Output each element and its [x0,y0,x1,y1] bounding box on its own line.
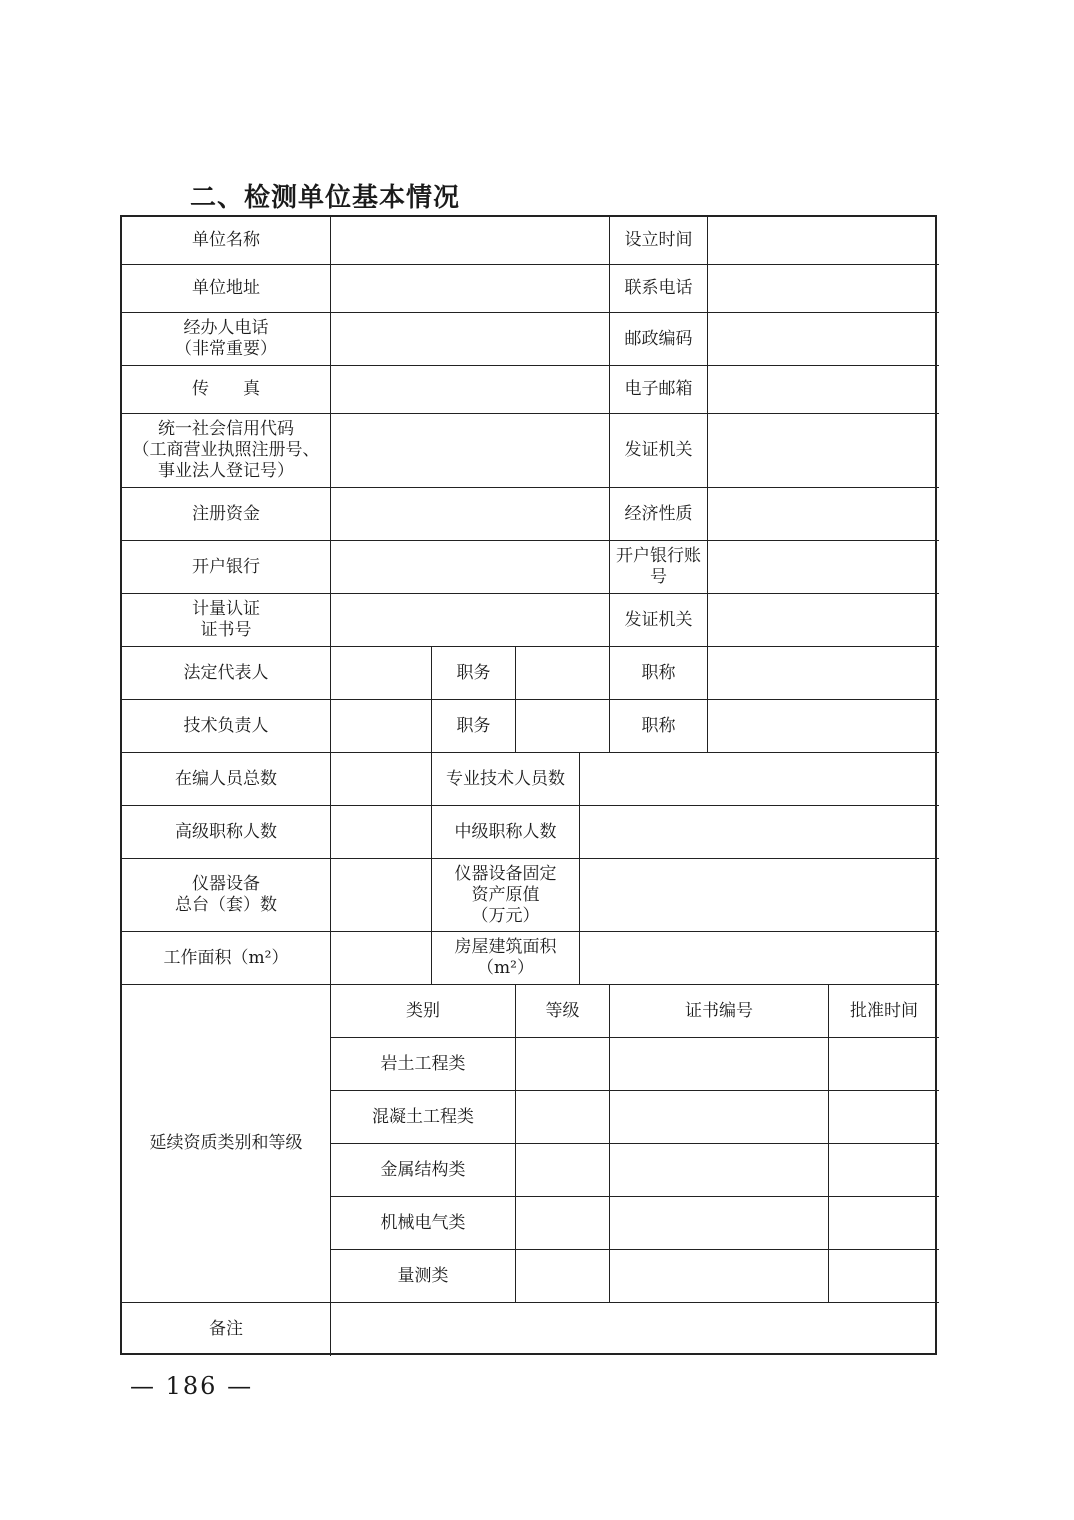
category-concrete: 混凝土工程类 [331,1091,516,1144]
field-economic-nature[interactable] [708,488,939,541]
field-work-area[interactable] [331,932,432,985]
label-building-area: 房屋建筑面积 （m²） [432,932,580,985]
field-position-1[interactable] [516,647,610,700]
label-mid-title-count: 中级职称人数 [432,806,580,859]
label-tech-lead: 技术负责人 [122,700,331,753]
field-title-2[interactable] [708,700,939,753]
label-staff-total: 在编人员总数 [122,753,331,806]
header-approval-time: 批准时间 [829,985,939,1038]
header-category: 类别 [331,985,516,1038]
label-senior-title-count: 高级职称人数 [122,806,331,859]
label-email: 电子邮箱 [610,366,708,414]
label-contact-phone: 联系电话 [610,265,708,313]
page-number: — 186 — [130,1372,254,1400]
label-fax: 传 真 [122,366,331,414]
field-metrology-cert[interactable] [331,594,610,647]
header-grade: 等级 [516,985,610,1038]
label-bank-account: 开户银行账号 [610,541,708,594]
field-postal-code[interactable] [708,313,939,366]
field-mid-title-count[interactable] [580,806,939,859]
field-cert-mechanical-electrical[interactable] [610,1197,829,1250]
field-grade-mechanical-electrical[interactable] [516,1197,610,1250]
field-contact-phone[interactable] [708,265,939,313]
field-issuing-authority[interactable] [708,414,939,488]
field-unit-address[interactable] [331,265,610,313]
field-grade-measurement[interactable] [516,1250,610,1303]
field-handler-phone[interactable] [331,313,610,366]
field-remarks[interactable] [331,1303,939,1356]
field-building-area[interactable] [580,932,939,985]
field-tech-staff[interactable] [580,753,939,806]
field-registered-capital[interactable] [331,488,610,541]
label-title-2: 职称 [610,700,708,753]
label-unit-address: 单位地址 [122,265,331,313]
label-metrology-cert: 计量认证 证书号 [122,594,331,647]
field-credit-code[interactable] [331,414,610,488]
field-cert-metal-structure[interactable] [610,1144,829,1197]
label-unit-name: 单位名称 [122,217,331,265]
section-title: 二、检测单位基本情况 [190,183,461,213]
field-time-concrete[interactable] [829,1091,939,1144]
label-issuing-authority: 发证机关 [610,414,708,488]
field-cert-geotechnical[interactable] [610,1038,829,1091]
label-handler-phone: 经办人电话 （非常重要） [122,313,331,366]
field-bank[interactable] [331,541,610,594]
label-work-area: 工作面积（m²） [122,932,331,985]
field-cert-measurement[interactable] [610,1250,829,1303]
field-senior-title-count[interactable] [331,806,432,859]
category-metal-structure: 金属结构类 [331,1144,516,1197]
field-cert-concrete[interactable] [610,1091,829,1144]
label-title-1: 职称 [610,647,708,700]
field-position-2[interactable] [516,700,610,753]
label-registered-capital: 注册资金 [122,488,331,541]
field-establish-time[interactable] [708,217,939,265]
field-time-geotechnical[interactable] [829,1038,939,1091]
category-geotechnical: 岩土工程类 [331,1038,516,1091]
label-legal-rep: 法定代表人 [122,647,331,700]
category-measurement: 量测类 [331,1250,516,1303]
label-qualification: 延续资质类别和等级 [122,985,331,1303]
label-establish-time: 设立时间 [610,217,708,265]
header-cert-number: 证书编号 [610,985,829,1038]
label-position-1: 职务 [432,647,516,700]
label-equipment-value: 仪器设备固定 资产原值 （万元） [432,859,580,932]
field-time-metal-structure[interactable] [829,1144,939,1197]
label-bank: 开户银行 [122,541,331,594]
label-equipment-count: 仪器设备 总台（套）数 [122,859,331,932]
label-credit-code: 统一社会信用代码 （工商营业执照注册号、 事业法人登记号） [122,414,331,488]
field-bank-account[interactable] [708,541,939,594]
label-position-2: 职务 [432,700,516,753]
field-equipment-value[interactable] [580,859,939,932]
label-economic-nature: 经济性质 [610,488,708,541]
label-postal-code: 邮政编码 [610,313,708,366]
field-grade-concrete[interactable] [516,1091,610,1144]
category-mechanical-electrical: 机械电气类 [331,1197,516,1250]
field-time-mechanical-electrical[interactable] [829,1197,939,1250]
unit-info-form [120,215,937,1355]
label-tech-staff: 专业技术人员数 [432,753,580,806]
field-staff-total[interactable] [331,753,432,806]
field-grade-geotechnical[interactable] [516,1038,610,1091]
field-equipment-count[interactable] [331,859,432,932]
field-title-1[interactable] [708,647,939,700]
field-unit-name[interactable] [331,217,610,265]
field-grade-metal-structure[interactable] [516,1144,610,1197]
field-time-measurement[interactable] [829,1250,939,1303]
label-issuing-authority-2: 发证机关 [610,594,708,647]
label-remarks: 备注 [122,1303,331,1356]
field-issuing-authority-2[interactable] [708,594,939,647]
field-tech-lead[interactable] [331,700,432,753]
field-email[interactable] [708,366,939,414]
field-fax[interactable] [331,366,610,414]
field-legal-rep[interactable] [331,647,432,700]
